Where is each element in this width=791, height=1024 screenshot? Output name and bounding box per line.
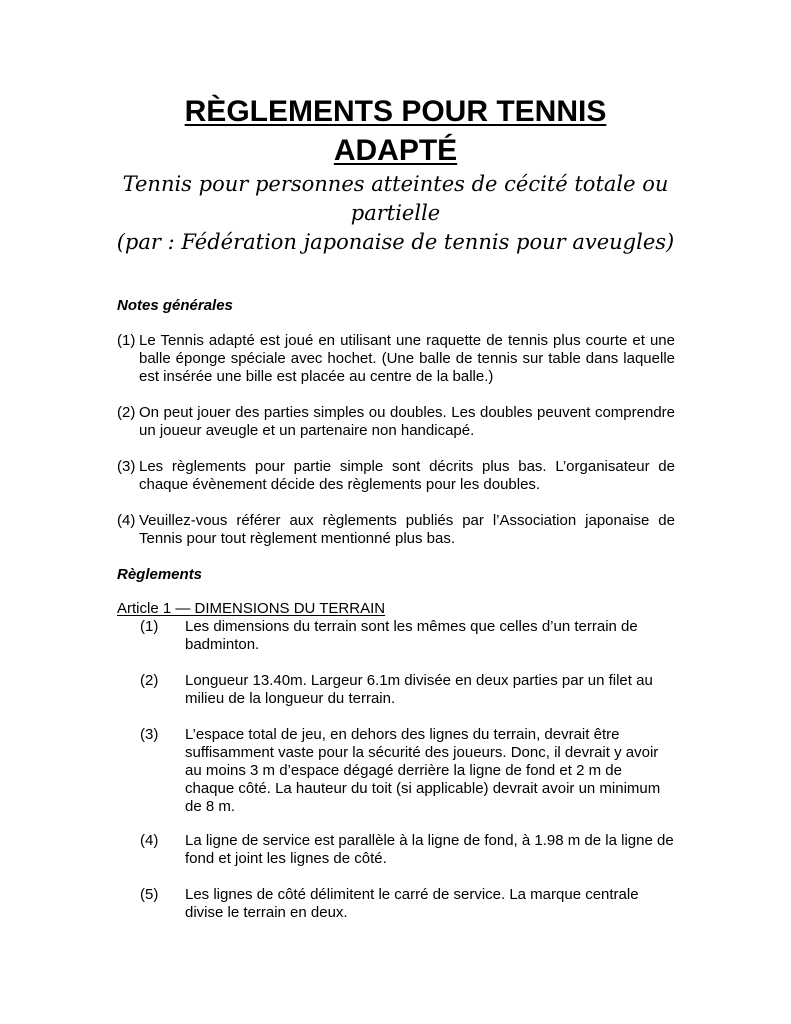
general-note-text: On peut jouer des parties simples ou doubles. Les doubles peuvent comprendre un joueur aveugle et un partenaire non handicapé. bbox=[139, 404, 675, 439]
article-1-item-4 bbox=[140, 832, 675, 868]
article-1-item-5 bbox=[140, 886, 675, 922]
article-item-text: Longueur 13.40m. Largeur 6.1m divisée en deux parties par un filet au milieu de la longueur du terrain. bbox=[185, 672, 653, 707]
general-note-number: (2) bbox=[117, 404, 136, 421]
article-item-text: Les dimensions du terrain sont les mêmes que celles d’un terrain de badminton. bbox=[185, 618, 638, 653]
subtitle bbox=[60, 170, 731, 257]
general-note-text: Les règlements pour partie simple sont décrits plus bas. L’organisateur de chaque évènement décide des règlements pour les doubles. bbox=[139, 458, 675, 493]
subtitle-line-3: (par : Fédération japonaise de tennis pour aveugles) bbox=[116, 230, 675, 254]
general-note-number: (3) bbox=[117, 458, 136, 475]
subtitle-line-1: Tennis pour personnes atteintes de cécité totale ou bbox=[122, 172, 669, 196]
subtitle-line-2: partielle bbox=[350, 201, 441, 225]
article-1-item-3 bbox=[140, 726, 675, 816]
article-item-number: (2) bbox=[140, 672, 159, 689]
article-item-number: (1) bbox=[140, 618, 159, 635]
article-item-number: (5) bbox=[140, 886, 159, 903]
article-1-item-2 bbox=[140, 672, 675, 708]
article-item-number: (4) bbox=[140, 832, 159, 849]
general-notes-heading: Notes générales bbox=[117, 297, 233, 314]
article-item-number: (3) bbox=[140, 726, 159, 743]
general-note-3 bbox=[117, 458, 675, 494]
article-item-text: La ligne de service est parallèle à la ligne de fond, à 1.98 m de la ligne de fond et joint les lignes de côté. bbox=[185, 832, 674, 867]
general-note-4 bbox=[117, 512, 675, 548]
article-1-item-1 bbox=[140, 618, 675, 654]
general-note-1 bbox=[117, 332, 675, 386]
article-1-heading: Article 1 — DIMENSIONS DU TERRAIN bbox=[117, 600, 386, 617]
general-note-number: (4) bbox=[117, 512, 136, 529]
page-title-line-1: RÈGLEMENTS POUR TENNIS bbox=[184, 95, 607, 128]
page-title-line-2: ADAPTÉ bbox=[333, 134, 458, 167]
general-note-text: Veuillez-vous référer aux règlements publiés par l’Association japonaise de Tennis pour tout règlement mentionné plus bas. bbox=[139, 512, 675, 547]
general-note-text: Le Tennis adapté est joué en utilisant une raquette de tennis plus courte et une balle éponge spéciale avec hochet. (Une balle de tennis sur table dans laquelle est insérée une bille est placée au centre de la balle.) bbox=[139, 332, 675, 385]
general-note-2 bbox=[117, 404, 675, 440]
article-item-text: Les lignes de côté délimitent le carré de service. La marque centrale divise le terrain en deux. bbox=[185, 886, 639, 921]
rules-heading: Règlements bbox=[117, 566, 203, 583]
article-item-text: L’espace total de jeu, en dehors des lignes du terrain, devrait être suffisamment vaste pour la sécurité des joueurs. Donc, il devrait y avoir au moins 3 m d’espace dégagé derrière la ligne de fond et 2 m de chaque côté. La hauteur du toit (si applicable) devrait avoir un minimum de 8 m. bbox=[185, 726, 661, 815]
general-note-number: (1) bbox=[117, 332, 136, 349]
